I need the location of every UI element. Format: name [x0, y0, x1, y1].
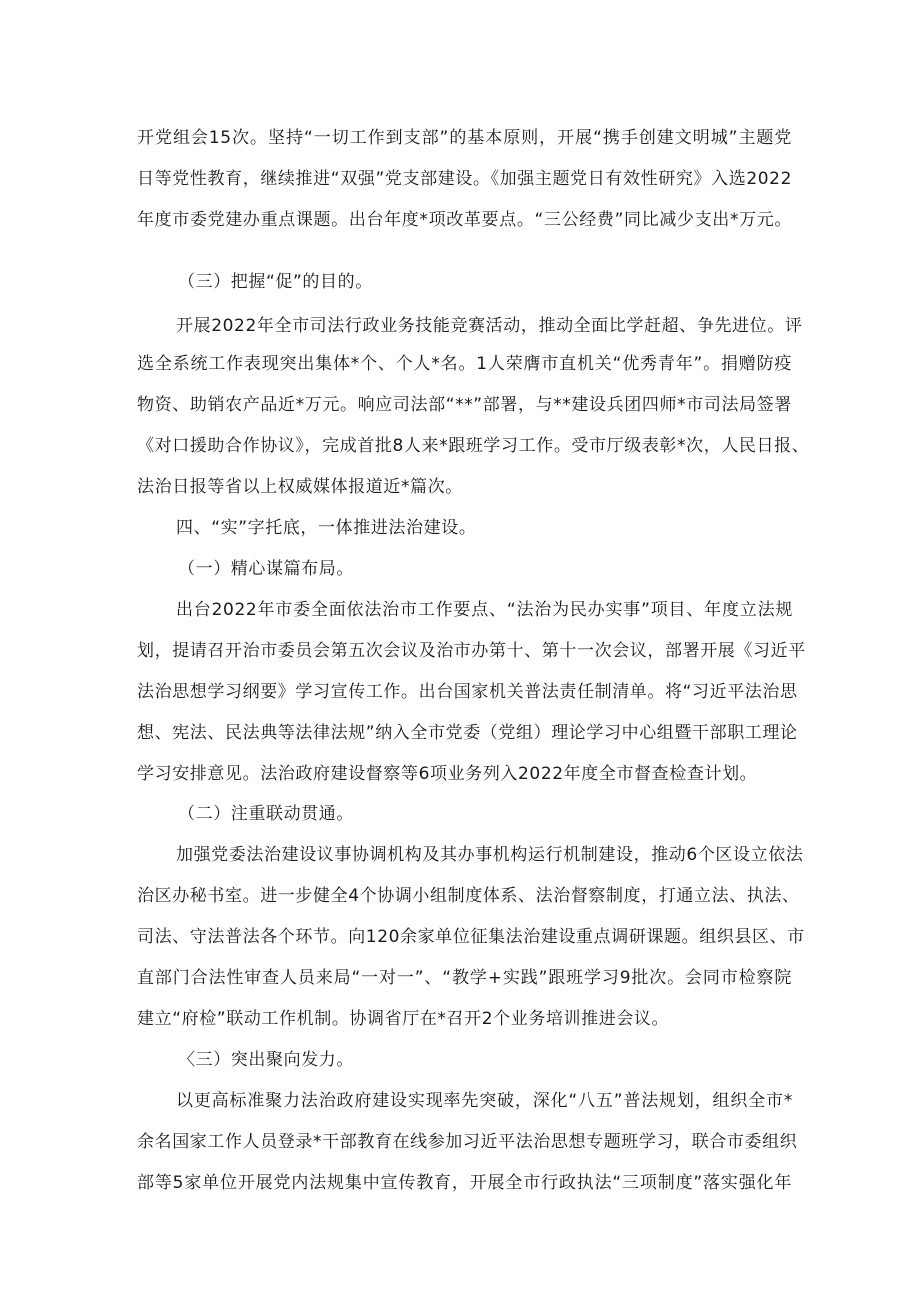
paragraph-line: 出台2022年市委全面依法治市工作要点、“法治为民办实事”项目、年度立法规	[176, 600, 793, 620]
paragraph-line: 划，提请召开治市委员会第五次会议及治市办第十、第十一次会议，部署开展《习近平	[137, 641, 806, 661]
paragraph-line: 法治思想学习纲要》学习宣传工作。出台国家机关普法责任制清单。将“习近平法治思	[137, 682, 798, 702]
section-heading: （一）精心谋篇布局。	[178, 559, 354, 579]
paragraph-line: 建立“府检”联动工作机制。协调省厅在*召开2个业务培训推进会议。	[137, 1009, 670, 1029]
paragraph-line: 司法、守法普法各个环节。向120余家单位征集法治建设重点调研课题。组织县区、市	[137, 927, 805, 947]
paragraph-line: 日等党性教育，继续推进“双强”党支部建设。《加强主题党日有效性研究》入选2022	[137, 169, 792, 189]
section-heading: （二）注重联动贯通。	[178, 804, 354, 824]
paragraph-line: 《对口援助合作协议》，完成首批8人来*跟班学习工作。受市厅级表彰*次，人民日报、	[137, 436, 810, 456]
paragraph-line: 开党组会15次。坚持“一切工作到支部”的基本原则，开展“携手创建文明城”主题党	[137, 128, 792, 148]
paragraph-line: 想、宪法、民法典等法律法规”纳入全市党委（党组）理论学习中心组暨干部职工理论	[137, 723, 798, 743]
paragraph-line: 法治日报等省以上权威媒体报道近*篇次。	[137, 477, 463, 497]
section-heading: （三）把握“促”的目的。	[178, 272, 373, 292]
paragraph-line: 治区办秘书室。进一步健全4个协调小组制度体系、法治督察制度，打通立法、执法、	[137, 886, 800, 906]
paragraph-line: 学习安排意见。法治政府建设督察等6项业务列入2022年度全市督查检查计划。	[137, 764, 758, 784]
paragraph-line: 部等5家单位开展党内法规集中宣传教育，开展全市行政执法“三项制度”落实强化年	[137, 1173, 792, 1193]
paragraph-line: 年度市委党建办重点课题。出台年度*项改革要点。“三公经费”同比减少支出*万元。	[137, 210, 792, 230]
paragraph-line: 直部门合法性审查人员来局“一对一”、“教学+实践”跟班学习9批次。会同市检察院	[137, 968, 792, 988]
paragraph-line: 物资、助销农产品近*万元。响应司法部“**”部署，与**建设兵团四师*市司法局签署	[137, 395, 792, 415]
section-heading: 四、“实”字托底，一体推进法治建设。	[176, 518, 477, 538]
paragraph-line: 以更高标准聚力法治政府建设实现率先突破，深化“八五”普法规划，组织全市*	[176, 1091, 793, 1111]
paragraph-line: 选全系统工作表现突出集体*个、个人*名。1人荣膺市直机关“优秀青年”。捐赠防疫	[137, 354, 792, 374]
paragraph-line: 加强党委法治建设议事协调机构及其办事机构运行机制建设，推动6个区设立依法	[176, 845, 804, 865]
paragraph-line: 余名国家工作人员登录*干部教育在线参加习近平法治思想专题班学习，联合市委组织	[137, 1132, 798, 1152]
section-heading: 〈三）突出聚向发力。	[178, 1050, 354, 1070]
paragraph-line: 开展2022年全市司法行政业务技能竞赛活动，推动全面比学赶超、争先进位。评	[176, 316, 803, 336]
